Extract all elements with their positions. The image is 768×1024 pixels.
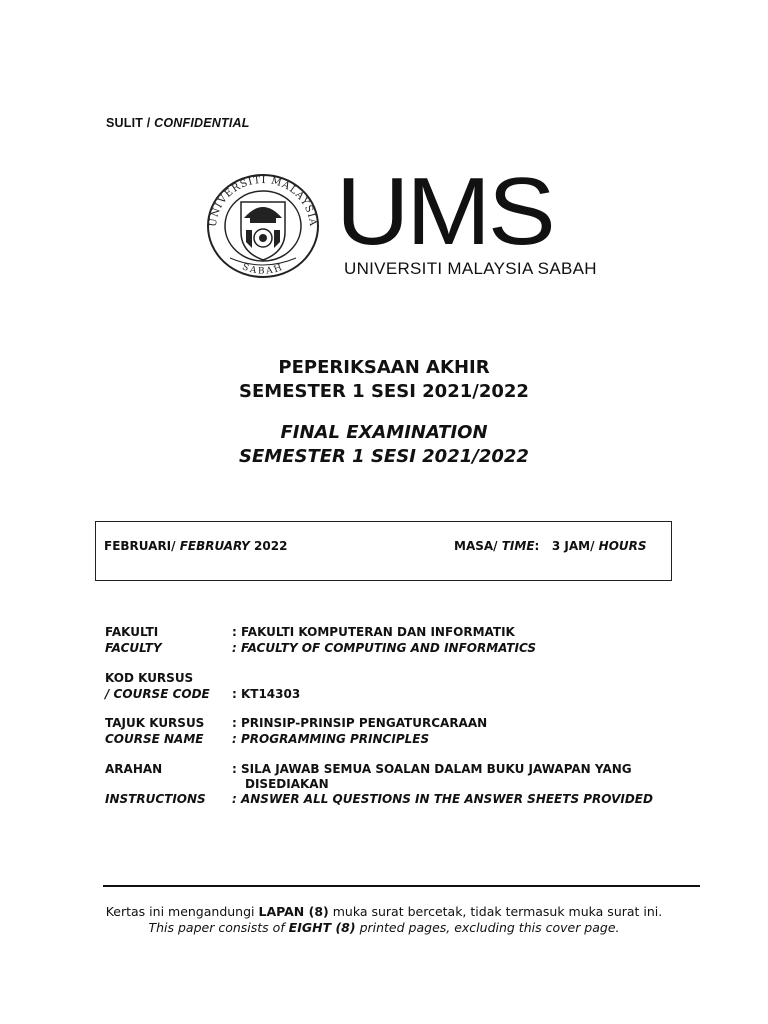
time-label-english: TIME xyxy=(501,539,535,553)
exam-title-english-line2: SEMESTER 1 SESI 2021/2022 xyxy=(239,446,529,467)
footer-note-english xyxy=(0,920,768,935)
instructions-value-malay-line1: : SILA JAWAB SEMUA SOALAN DALAM BUKU JAWAPAN YANG xyxy=(232,762,632,776)
instructions-label-english: INSTRUCTIONS xyxy=(105,792,206,806)
footer-note-malay xyxy=(0,904,768,919)
exam-title-malay-line1: PEPERIKSAAN AKHIR xyxy=(278,357,490,378)
confidential-english: CONFIDENTIAL xyxy=(154,116,250,130)
exam-time: MASA/ TIME: 3 JAM/ HOURS xyxy=(454,539,647,553)
footer-divider xyxy=(103,885,700,887)
instructions-value-malay-line2: DISEDIAKAN xyxy=(245,777,329,791)
time-value: 3 JAM xyxy=(551,539,591,553)
faculty-label-english: FACULTY xyxy=(105,641,162,655)
course-code-value: : KT14303 xyxy=(232,687,301,701)
ums-wordmark: UMS xyxy=(336,158,553,265)
university-seal-logo xyxy=(204,172,322,280)
course-name-value-english: : PROGRAMMING PRINCIPLES xyxy=(232,732,430,746)
exam-year: 2022 xyxy=(254,539,288,553)
exam-title-malay-line2: SEMESTER 1 SESI 2021/2022 xyxy=(239,381,529,402)
footer-malay-post: muka surat bercetak, tidak termasuk muka surat ini. xyxy=(328,904,663,919)
footer-english-post: printed pages, excluding this cover page. xyxy=(355,920,620,935)
confidential-label xyxy=(106,116,250,130)
month-malay: FEBRUARI xyxy=(104,539,172,553)
university-full-name: UNIVERSITI MALAYSIA SABAH xyxy=(344,259,597,278)
footer-malay-pre: Kertas ini mengandungi xyxy=(105,904,259,919)
seal-text-top: UNIVERSITI MALAYSIA xyxy=(207,174,319,228)
course-code-label-malay: KOD KURSUS xyxy=(105,671,194,685)
date-time-box xyxy=(95,521,672,581)
instructions-label-malay: ARAHAN xyxy=(105,762,163,776)
time-unit-english: HOURS xyxy=(598,539,647,553)
footer-english-bold: EIGHT (8) xyxy=(288,920,356,935)
exam-date: FEBRUARI/ FEBRUARY 2022 xyxy=(104,539,288,553)
month-english: FEBRUARY xyxy=(179,539,250,553)
faculty-label-malay: FAKULTI xyxy=(105,625,159,639)
course-name-label-malay: TAJUK KURSUS xyxy=(105,716,205,730)
time-label-malay: MASA xyxy=(454,539,494,553)
footer-malay-bold: LAPAN (8) xyxy=(258,904,329,919)
exam-title-english-line1: FINAL EXAMINATION xyxy=(280,422,488,443)
confidential-malay: SULIT xyxy=(106,116,144,130)
course-name-value-malay: : PRINSIP-PRINSIP PENGATURCARAAN xyxy=(232,716,488,730)
course-name-label-english: COURSE NAME xyxy=(105,732,204,746)
course-code-label-english: / COURSE CODE xyxy=(105,687,210,701)
faculty-value-malay: : FAKULTI KOMPUTERAN DAN INFORMATIK xyxy=(232,625,515,639)
seal-text-bottom: SABAH xyxy=(240,262,286,277)
confidential-separator: / xyxy=(143,116,155,130)
instructions-value-english: : ANSWER ALL QUESTIONS IN THE ANSWER SHEETS PROVIDED xyxy=(232,792,653,806)
faculty-value-english: : FACULTY OF COMPUTING AND INFORMATICS xyxy=(232,641,536,655)
footer-english-pre: This paper consists of xyxy=(148,920,289,935)
